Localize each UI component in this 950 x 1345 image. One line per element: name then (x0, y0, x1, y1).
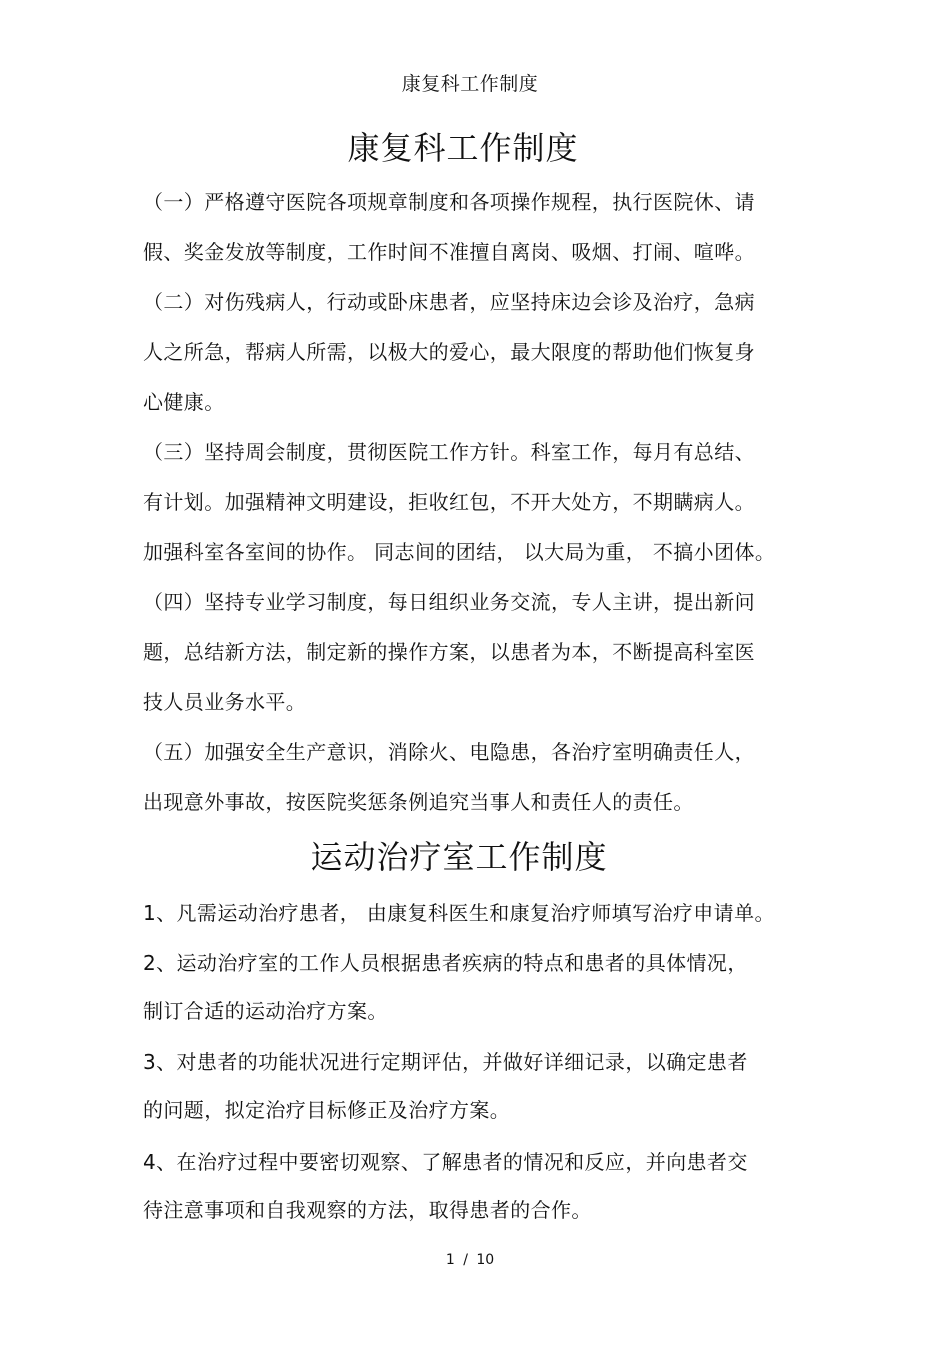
list-line: 待注意事项和自我观察的方法，取得患者的合作。 (143, 1198, 592, 1222)
page-number (0, 1250, 940, 1270)
paragraph-line: 加强科室各室间的协作。 同志间的团结， 以大局为重， 不搞小团体。 (143, 540, 776, 564)
list-line: 4、在治疗过程中要密切观察、了解患者的情况和反应，并向患者交 (143, 1150, 748, 1174)
list-line: 1、凡需运动治疗患者， 由康复科医生和康复治疗师填写治疗申请单。 (143, 901, 775, 925)
list-line: 的问题，拟定治疗目标修正及治疗方案。 (143, 1098, 511, 1122)
paragraph-line: （二）对伤残病人，行动或卧床患者，应坚持床边会诊及治疗，急病 (143, 290, 755, 314)
running-header: 康复科工作制度 (401, 73, 539, 95)
paragraph-line: 假、奖金发放等制度，工作时间不准擅自离岗、吸烟、打闹、喧哗。 (143, 240, 755, 264)
paragraph-line: 心健康。 (143, 390, 225, 414)
paragraph-line: 有计划。加强精神文明建设，拒收红包，不开大处方，不期瞒病人。 (143, 490, 755, 514)
paragraph-line: （一）严格遵守医院各项规章制度和各项操作规程，执行医院休、请 (143, 190, 755, 214)
list-line: 3、对患者的功能状况进行定期评估，并做好详细记录，以确定患者 (143, 1050, 748, 1074)
page-total: 10 (476, 1252, 495, 1268)
page-separator: / (463, 1252, 468, 1268)
paragraph-line: 技人员业务水平。 (143, 690, 307, 714)
list-line: 2、运动治疗室的工作人员根据患者疾病的特点和患者的具体情况， (143, 951, 748, 975)
paragraph-line: 题，总结新方法，制定新的操作方案，以患者为本，不断提高科室医 (143, 640, 755, 664)
paragraph-line: 人之所急，帮病人所需，以极大的爱心，最大限度的帮助他们恢复身 (143, 340, 755, 364)
paragraph-line: （五）加强安全生产意识，消除火、电隐患，各治疗室明确责任人， (143, 740, 755, 764)
paragraph-line: （三）坚持周会制度，贯彻医院工作方针。科室工作，每月有总结、 (143, 440, 755, 464)
paragraph-line: （四）坚持专业学习制度，每日组织业务交流，专人主讲，提出新问 (143, 590, 755, 614)
list-line: 制订合适的运动治疗方案。 (143, 999, 388, 1023)
page-current: 1 (445, 1252, 455, 1268)
section-title-rehab: 康复科工作制度 (347, 129, 579, 167)
paragraph-line: 出现意外事故，按医院奖惩条例追究当事人和责任人的责任。 (143, 790, 694, 814)
section-title-exercise-therapy: 运动治疗室工作制度 (310, 838, 608, 876)
